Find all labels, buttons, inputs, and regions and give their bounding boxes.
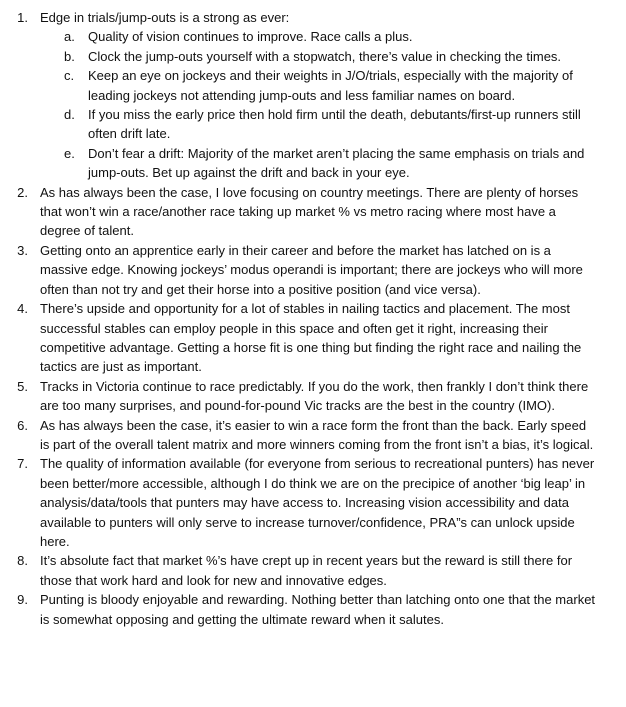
list-number: 7. — [17, 456, 28, 472]
sub-list-text: Clock the jump-outs yourself with a stopwatch, there’s value in checking the times. — [88, 48, 562, 64]
sub-list-text: Quality of vision continues to improve. Race calls a plus. — [88, 29, 413, 45]
sub-list-text: If you miss the early price then hold firm until the death, debutants/first-up runners still often drift late. — [88, 107, 581, 142]
sub-list-item-e — [40, 144, 598, 183]
list-number: 3. — [17, 242, 28, 258]
sub-list-item-a — [40, 27, 598, 46]
list-number: 6. — [17, 417, 28, 433]
list-item-5 — [0, 377, 598, 416]
list-number: 9. — [17, 592, 28, 608]
sub-list-item-c — [40, 66, 598, 105]
list-number: 1. — [17, 10, 28, 25]
list-item-text: The quality of information available (for everyone from serious to recreational punters) has never been better/more accessible, although I do think we are on the precipice of another ‘big leap’ in analysis/data/tools that punters may have access to. Increasing vision accessibility and data available to punters will only serve to increase turnover/confidence, PRA”s can unlock upside here. — [40, 456, 595, 549]
list-number: 4. — [17, 301, 28, 317]
list-item-8 — [0, 551, 598, 590]
list-item-2 — [0, 183, 598, 241]
sub-list-letter: b. — [64, 48, 75, 64]
list-item-1 — [0, 8, 598, 183]
sub-list-item-b — [40, 47, 598, 66]
sub-list-letter: d. — [64, 107, 75, 123]
sub-list-text: Don’t fear a drift: Majority of the market aren’t placing the same emphasis on trials and jump-outs. Bet up against the drift and back in your eye. — [88, 145, 585, 181]
list-number: 2. — [17, 184, 28, 200]
list-item-9 — [0, 590, 598, 629]
list-number: 5. — [17, 378, 28, 394]
list-number: 8. — [17, 553, 28, 569]
sub-list-item-d — [40, 105, 598, 144]
list-item-text: Edge in trials/jump-outs is a strong as ever: — [40, 10, 290, 25]
sub-list-letter: c. — [64, 68, 75, 84]
numbered-list — [0, 8, 598, 629]
list-item-3 — [0, 241, 598, 299]
list-item-7 — [0, 454, 598, 551]
sub-list-letter: a. — [64, 29, 75, 45]
list-item-text: Getting onto an apprentice early in their career and before the market has latched on is a massive edge. Knowing jockeys’ modus operandi is important; there are jockeys who will more often than not try and get their horse into a positive position (and vice versa). — [40, 242, 583, 297]
sub-list-text: Keep an eye on jockeys and their weights in J/O/trials, especially with the majority of leading jockeys not attending jump-outs and less familiar names on board. — [88, 68, 573, 103]
sub-list-letter: e. — [64, 145, 75, 161]
list-item-text: Punting is bloody enjoyable and rewarding. Nothing better than latching onto one that the market is somewhat opposing and getting the ultimate reward when it salutes. — [40, 592, 596, 627]
list-item-text: It’s absolute fact that market %’s have crept up in recent years but the reward is still there for those that work hard and look for new and innovative edges. — [40, 553, 573, 588]
list-item-text: As has always been the case, it’s easier to win a race form the front than the back. Early speed is part of the overall talent matrix and more winners coming from the front isn’t a bias, it’s logical. — [40, 417, 594, 452]
list-item-text: As has always been the case, I love focusing on country meetings. There are plenty of horses that won’t win a race/another race taking up market % vs metro racing where most have a degree of talent. — [40, 184, 579, 239]
list-item-4 — [0, 299, 598, 377]
list-item-text: Tracks in Victoria continue to race predictably. If you do the work, then frankly I don’t think there are too many surprises, and pound-for-pound Vic tracks are the best in the country (IMO). — [40, 378, 589, 414]
sub-list — [40, 27, 598, 182]
list-item-text: There’s upside and opportunity for a lot of stables in nailing tactics and placement. The most successful stables can employ people in this space and often get it right, increasing their competitive advantage. Getting a horse fit is one thing but finding the right race and nailing the tactics are just as important. — [40, 301, 582, 375]
list-item-6 — [0, 416, 598, 455]
